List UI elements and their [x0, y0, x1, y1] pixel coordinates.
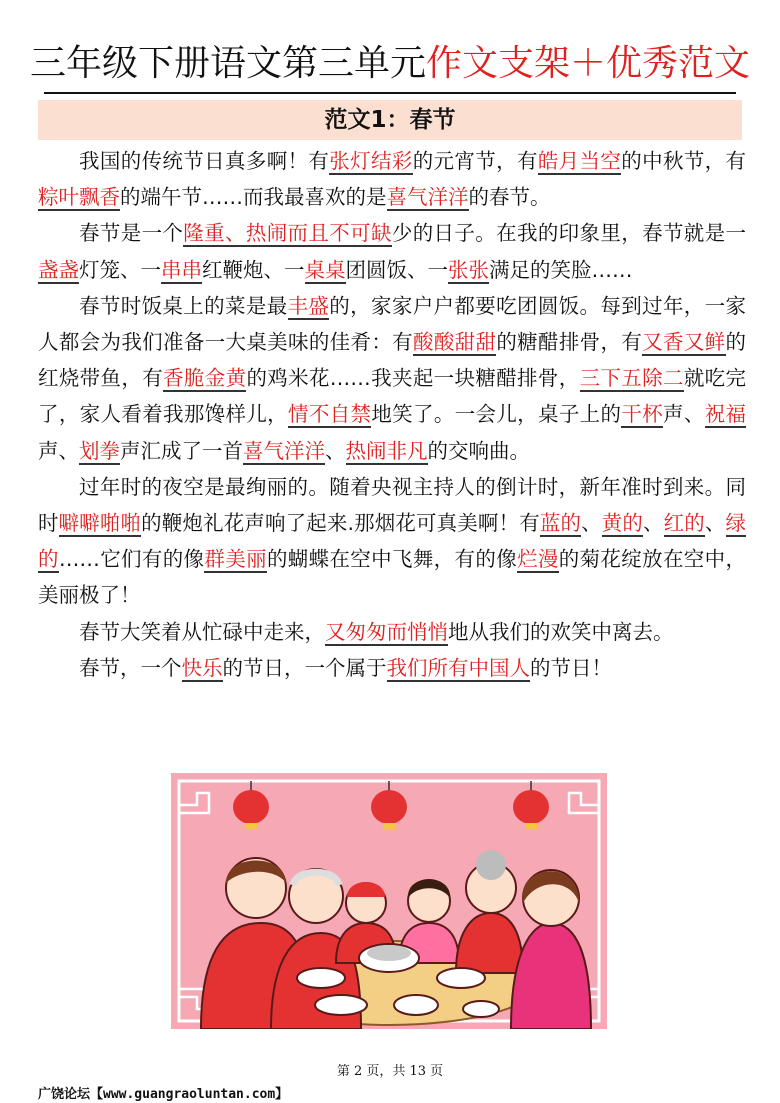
text-run: 红鞭炮、一 [202, 257, 305, 282]
text-run: 、 [581, 511, 602, 536]
text-run: 的中秋节，有 [621, 149, 747, 173]
highlighted-phrase: 我们所有中国人 [386, 655, 530, 680]
text-run: 的节日！ [530, 655, 612, 680]
text-run: 过年时的夜空是最绚丽的。随着央视主持人的倒计时，新年准时到来。同时 [38, 474, 746, 536]
text-run: 少的日子。在我的印象里，春节就是一 [391, 221, 747, 246]
highlighted-phrase: 黄的 [601, 511, 643, 536]
highlighted-phrase: 噼噼啪啪 [58, 511, 142, 536]
text-run: 我国的传统节日真多啊！有 [79, 149, 330, 173]
text-run: 的春节。 [468, 185, 551, 210]
essay-paragraph [38, 650, 746, 686]
text-run: 的菊花绽放在空中，美丽极了！ [38, 547, 746, 608]
text-run: 春节是一个 [79, 221, 184, 246]
highlighted-phrase: 热闹非凡 [345, 438, 428, 463]
text-run: 地从我们的欢笑中离去。 [448, 619, 674, 644]
essay-paragraph [38, 288, 746, 469]
text-run: 春节时饭桌上的菜是最 [79, 293, 288, 318]
essay-paragraph [38, 215, 746, 287]
essay-subtitle: 范文1：春节 [324, 107, 456, 133]
highlighted-phrase: 喜气洋洋 [386, 185, 469, 210]
highlighted-phrase: 红的 [663, 511, 705, 536]
text-run: 的红烧带鱼，有 [38, 330, 747, 391]
text-run: 就吃完了，家人看着我那馋样儿， [38, 366, 746, 427]
family-dinner-illustration [171, 773, 607, 1029]
highlighted-phrase: 三下五除二 [579, 366, 684, 391]
text-run: 的鸡米花……我夹起一块糖醋排骨， [246, 366, 580, 391]
highlighted-phrase: 桌桌 [304, 257, 346, 282]
highlighted-phrase: 串串 [161, 257, 202, 282]
title-main: 三年级下册语文第三单元 [29, 43, 426, 84]
text-run: 满足的笑脸…… [489, 257, 633, 282]
highlighted-phrase: 又匆匆而悄悄 [325, 619, 448, 644]
text-run: 声汇成了一首 [120, 438, 243, 463]
highlighted-phrase: 张灯结彩 [329, 149, 413, 173]
text-run: ……它们有的像 [58, 547, 205, 572]
text-run: 的元宵节，有 [412, 149, 538, 173]
text-run: 春节大笑着从忙碌中走来， [79, 619, 325, 644]
text-run: 的节日，一个属于 [222, 655, 387, 680]
text-run: 的鞭炮礼花声响了起来.那烟花可真美啊！有 [141, 511, 540, 536]
site-watermark: 广饶论坛【www.guangraoluntan.com】 [38, 1087, 289, 1102]
title-underline [44, 92, 736, 94]
text-run: 、 [643, 511, 664, 536]
essay-subtitle-bar [38, 100, 742, 140]
text-run: 、 [704, 511, 726, 536]
highlighted-phrase: 粽叶飘香 [38, 185, 120, 210]
text-run: 的端午节……而我最喜欢的是 [120, 185, 387, 210]
page-title [0, 38, 780, 90]
highlighted-phrase: 酸酸甜甜 [413, 330, 497, 355]
page-number: 第 2 页，共 13 页 [336, 1064, 444, 1079]
text-run: 声、 [38, 438, 79, 463]
title-highlight: 作文支架＋优秀范文 [426, 43, 751, 84]
text-run: 地笑了。一会儿，桌子上的 [371, 402, 622, 427]
highlighted-phrase: 绿的 [38, 511, 747, 572]
highlighted-phrase: 情不自禁 [288, 402, 372, 427]
text-run: 的，家家户户都要吃团圆饭。每到过年，一家人都会为我们准备一大桌美味的佳肴：有 [38, 293, 747, 355]
essay-paragraph [38, 614, 746, 650]
text-run: 春节，一个 [79, 655, 182, 680]
highlighted-phrase: 干杯 [621, 402, 664, 427]
highlighted-phrase: 群美丽 [204, 547, 267, 572]
text-run: 的交响曲。 [427, 438, 530, 463]
essay-paragraph [38, 469, 746, 614]
essay-body [38, 143, 746, 686]
text-run: 、 [325, 438, 346, 463]
highlighted-phrase: 皓月当空 [537, 149, 622, 173]
highlighted-phrase: 又香又鲜 [642, 330, 726, 355]
text-run: 声、 [663, 402, 705, 427]
text-run: 的蝴蝶在空中飞舞，有的像 [266, 547, 518, 572]
highlighted-phrase: 划拳 [79, 438, 120, 463]
text-run: 灯笼、一 [79, 257, 161, 282]
highlighted-phrase: 隆重、热闹而且不可缺 [183, 221, 392, 246]
highlighted-phrase: 蓝的 [539, 511, 582, 536]
highlighted-phrase: 祝福 [704, 402, 747, 427]
highlighted-phrase: 香脆金黄 [163, 366, 247, 391]
highlighted-phrase: 烂漫 [517, 547, 559, 572]
highlighted-phrase: 丰盛 [287, 293, 330, 318]
highlighted-phrase: 快乐 [181, 655, 223, 680]
text-run: 的糖醋排骨，有 [496, 330, 643, 355]
highlighted-phrase: 盏盏 [38, 257, 79, 282]
highlighted-phrase: 张张 [448, 257, 489, 282]
essay-paragraph [38, 143, 746, 215]
highlighted-phrase: 喜气洋洋 [243, 438, 325, 463]
text-run: 团圆饭、一 [345, 257, 448, 282]
